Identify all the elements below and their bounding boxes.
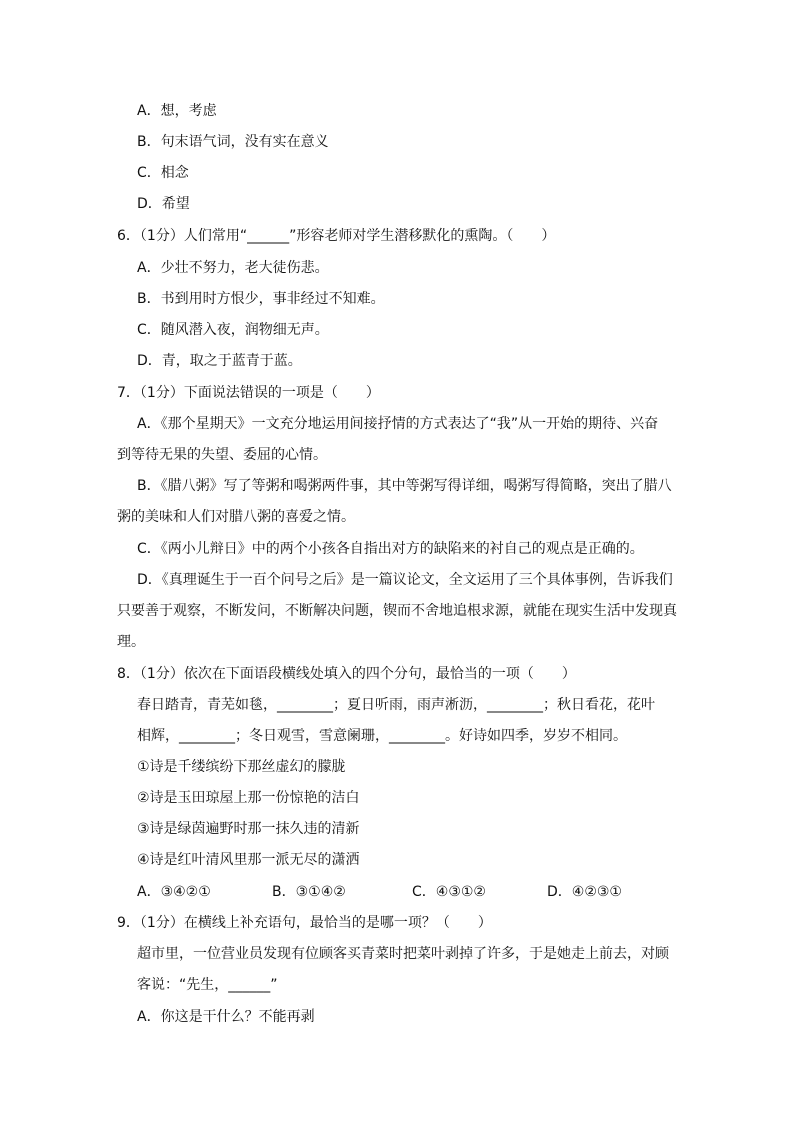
q8-item-4: ④诗是红叶清风里那一派无尽的潇洒 <box>137 852 360 868</box>
q7-option-b-line1: B．《腊八粥》写了等粥和喝粥两件事，其中等粥写得详细，喝粥写得简略，突出了腊八 <box>137 478 672 494</box>
q8-item-1: ①诗是千缕缤纷下那丝虚幻的朦胧 <box>137 759 346 775</box>
q7-option-c: C．《两小儿辩日》中的两个小孩各自指出对方的缺陷来的衬自己的观点是正确的。 <box>137 541 644 557</box>
q8-option-d: D．④②③① <box>547 884 622 900</box>
q6-option-c: C．随风潜入夜，润物细无声。 <box>137 322 329 338</box>
q6-option-a: A．少壮不努力，老大徒伤悲。 <box>137 260 329 276</box>
q8-passage-line1: 春日踏青，青芜如毯，________；夏日听雨，雨声淅沥，________；秋日看花，花叶 <box>137 697 655 713</box>
q7-option-a-line1: A．《那个星期天》一文充分地运用间接抒情的方式表达了“我”从一开始的期待、兴奋 <box>137 416 659 432</box>
q9-option-a: A．你这是干什么？不能再剥 <box>137 1009 315 1025</box>
q5-option-a: A．想，考虑 <box>137 103 217 119</box>
q8-stem: 8．（1分）依次在下面语段横线处填入的四个分句，最恰当的一项（ ） <box>117 666 576 682</box>
q7-stem: 7．（1分）下面说法错误的一项是（ ） <box>117 385 380 401</box>
q7-option-b-line2: 粥的美味和人们对腊八粥的喜爱之情。 <box>117 509 355 525</box>
q8-option-a: A．③④②① <box>137 884 211 900</box>
q8-item-2: ②诗是玉田琼屋上那一份惊艳的洁白 <box>137 790 360 806</box>
q9-passage-line1: 超市里，一位营业员发现有位顾客买青菜时把菜叶剥掉了许多，于是她走上前去，对顾 <box>137 946 669 962</box>
q6-stem: 6．（1分）人们常用“______”形容老师对学生潜移默化的熏陶。（ ） <box>117 228 556 244</box>
q8-option-c: C．④③①② <box>412 884 486 900</box>
q8-passage-line2: 相辉，________；冬日观雪，雪意阑珊，________。好诗如四季，岁岁不相同。 <box>137 728 627 744</box>
q8-item-3: ③诗是绿茵遍野时那一抹久违的清新 <box>137 821 360 837</box>
q5-option-d: D．希望 <box>137 196 190 212</box>
q7-option-d-line2: 只要善于观察，不断发问，不断解决问题，锲而不舍地追根求源，就能在现实生活中发现真 <box>117 603 677 619</box>
q6-option-b: B．书到用时方恨少，事非经过不知难。 <box>137 291 385 307</box>
q7-option-d-line1: D．《真理诞生于一百个问号之后》是一篇议论文，全文运用了三个具体事例，告诉我们 <box>137 572 673 588</box>
q7-option-d-line3: 理。 <box>117 634 145 650</box>
q8-option-b: B．③①④② <box>272 884 346 900</box>
q5-option-b: B．句末语气词，没有实在意义 <box>137 134 329 150</box>
q5-option-c: C．相念 <box>137 165 189 181</box>
q9-stem: 9．（1分）在横线上补充语句，最恰当的是哪一项？（ ） <box>117 915 492 931</box>
q9-passage-line2: 客说：“先生，______” <box>137 977 278 993</box>
q7-option-a-line2: 到等待无果的失望、委屈的心情。 <box>117 447 327 463</box>
q6-option-d: D．青，取之于蓝青于蓝。 <box>137 353 302 369</box>
